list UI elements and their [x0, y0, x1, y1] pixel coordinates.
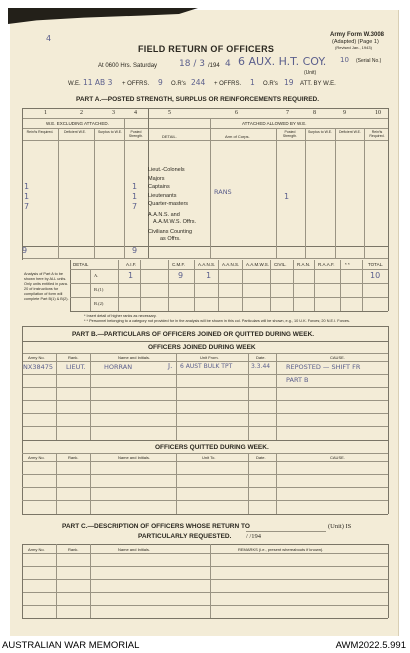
an-hand-aans: 1 — [206, 271, 212, 280]
rank-as-offrs: as Offrs. — [160, 236, 181, 242]
an-row-b1: B.(1) — [94, 287, 104, 292]
col-num-4: 4 — [134, 110, 137, 116]
hrs-date: 18 / 3 — [179, 59, 205, 69]
col-num-9: 9 — [343, 110, 346, 116]
c-hdr-rank: Rank. — [68, 547, 79, 552]
rank-majors: Majors — [148, 176, 165, 182]
we-hand: 11 AB 3 — [83, 78, 113, 87]
an-hdr-raaf: R.A.A.F. — [318, 262, 335, 267]
joined-rank: LIEUT. — [66, 363, 86, 371]
part-b-title: PART B.—PARTICULARS OF OFFICERS JOINED OR QUITTED DURING WEEK. — [72, 331, 315, 338]
hand-col4-c: 7 — [132, 202, 138, 211]
hand-col1-c: 7 — [24, 202, 30, 211]
part-a-title: PART A.—POSTED STRENGTH, SURPLUS OR REINFORCEMENTS REQUIRED. — [76, 96, 320, 103]
form-title: FIELD RETURN OF OFFICERS — [138, 44, 275, 54]
adapted-label: (Adapted) (Page 1) — [332, 39, 379, 45]
col-num-7: 7 — [286, 110, 289, 116]
part-c-unit: (Unit) IS — [328, 523, 352, 530]
an-hdr-other: * * — [345, 262, 350, 267]
col-num-5: 5 — [168, 110, 171, 116]
rank-civilians: Civilians Counting — [148, 229, 193, 235]
j-hdr-armyno: Army No. — [28, 355, 45, 360]
joined-armyno: NX38475 — [23, 363, 53, 371]
rank-aans: A.A.N.S. and — [148, 212, 180, 218]
part-c-title-2: PARTICULARLY REQUESTED. — [138, 533, 232, 540]
an-hdr-civil: CIVIL. — [274, 262, 287, 267]
rank-quartermasters: Quarter-masters — [148, 201, 189, 207]
hdr-deficient-left: Deficient W.E. — [64, 130, 86, 134]
col-num-8: 8 — [313, 110, 316, 116]
torn-corner — [8, 8, 198, 28]
hdr-detail: DETAIL. — [162, 134, 177, 139]
q-hdr-cause: CAUSE. — [330, 455, 345, 460]
col-num-2: 2 — [80, 110, 83, 116]
note-2: * * Personnel belonging to a category not provided for in the analysis will be shown in this col. Particulars will be shown, e.g., 10 U.K. Forces; 20 N.E.I. Forces. — [84, 319, 350, 323]
hdr-reints-left: Rein'ts Required. — [26, 130, 54, 134]
part-c-date: / /194 — [246, 533, 261, 540]
j-hdr-rank: Rank. — [68, 355, 79, 360]
joined-cause-2: PART B — [286, 376, 309, 384]
q-hdr-armyno: Army No. — [28, 455, 45, 460]
q-hdr-rank: Rank. — [68, 455, 79, 460]
unit-label: (Unit) — [304, 70, 317, 76]
revised-label: (Revised Jan., 1943) — [335, 45, 372, 50]
j-hdr-date: Date. — [256, 355, 266, 360]
rank-lieutenants: Lieutenants — [148, 193, 177, 199]
serial-hand: 10 — [340, 56, 349, 64]
an-hdr-detail: DETAIL — [73, 262, 89, 267]
page-ref-number: 4 — [46, 34, 52, 43]
rank-captains: Captains — [148, 184, 170, 190]
an-hdr-cmf: C.M.F. — [172, 262, 185, 267]
footer-accession: AWM2022.5.991 — [335, 640, 406, 651]
joined-name: HORRAN — [104, 363, 133, 371]
j-hdr-name: Name and Initials. — [118, 355, 151, 360]
an-hdr-aans2: A.A.N.S. — [222, 262, 240, 267]
an-row-a: A. — [94, 273, 99, 278]
hdr-posted-right: Posted Strength. — [282, 130, 298, 138]
analysis-note: Analysis of Part A to be shown here by ALL units. Only units entitled in para. 20 of instructions for compilation of form will complete Part B(1) & B(2). — [24, 272, 69, 301]
hrs-label: At 0600 Hrs. Saturday — [98, 63, 158, 69]
quitted-title: OFFICERS QUITTED DURING WEEK. — [155, 444, 269, 451]
footer-institution: AUSTRALIAN WAR MEMORIAL — [2, 640, 140, 651]
joined-cause: REPOSTED — SHIFT FR — [286, 363, 361, 371]
year-prefix: /194 — [208, 63, 220, 69]
an-row-b2: B.(2) — [94, 301, 104, 306]
joined-date: 3.3.44 — [251, 363, 271, 370]
ors-hand: 244 — [191, 78, 206, 87]
col-num-3: 3 — [112, 110, 115, 116]
serial-label: (Serial No.) — [356, 58, 382, 64]
attached-header: ATTACHED ALLOWED BY W.E. — [242, 121, 307, 126]
archive-footer — [0, 639, 410, 653]
an-hand-total: 10 — [370, 271, 381, 280]
hdr-arm: Arm of Corps. — [225, 134, 250, 139]
unit-hand: 6 AUX. H.T. COY. — [238, 55, 327, 68]
hdr-reints-right: Rein'ts Required. — [369, 130, 385, 138]
hand-col1-a: 1 — [24, 182, 30, 191]
joined-unit: 6 AUST BULK TPT — [180, 363, 233, 370]
joined-title: OFFICERS JOINED DURING WEEK — [148, 344, 256, 351]
hand-col4-total: 9 — [132, 246, 138, 255]
q-hdr-unit: Unit To. — [202, 455, 216, 460]
hdr-deficient-right: Deficient W.E. — [339, 130, 361, 134]
hand-col4-b: 1 — [132, 192, 138, 201]
hand-col7: 1 — [284, 192, 290, 201]
offrs-label: + OFFRS. — [122, 81, 150, 87]
an-hdr-aamws: A.A.M.W.S. — [246, 262, 270, 267]
offrs-hand: 9 — [158, 78, 163, 87]
hand-col4-a: 1 — [132, 182, 138, 191]
j-hdr-cause: CAUSE. — [330, 355, 345, 360]
col-num-6: 6 — [235, 110, 238, 116]
year-hand: 4 — [225, 59, 231, 69]
j-hdr-unit: Unit From. — [200, 355, 219, 360]
joined-init: J. — [168, 362, 173, 370]
hand-col1-b: 1 — [24, 192, 30, 201]
col-num-1: 1 — [44, 110, 47, 116]
we-excl-header: W.E. EXCLUDING ATTACHED. — [46, 121, 109, 126]
hand-arm: RANS — [214, 188, 232, 196]
an-hdr-total: TOTAL. — [368, 262, 384, 267]
c-hdr-armyno: Army No. — [28, 547, 45, 552]
note-1: * Insert detail of higher ranks as necessary. — [84, 314, 157, 318]
c-hdr-name: Name and Initials. — [118, 547, 151, 552]
part-c-title-1: PART C.—DESCRIPTION OF OFFICERS WHOSE RETURN TO — [62, 523, 250, 530]
ors-label: O.R's — [171, 81, 186, 87]
hdr-posted-left: Posted Strength. — [128, 130, 144, 138]
offrs2-label: + OFFRS. — [214, 81, 242, 87]
hdr-surplus-right: Surplus to W.E. — [307, 130, 333, 134]
col-num-10: 10 — [375, 110, 381, 116]
an-hand-aif: 1 — [128, 271, 134, 280]
rank-lieut-colonels: Lieut.-Colonels — [148, 167, 185, 173]
hand-col1-total: 9 — [22, 246, 28, 255]
offrs2-hand: 1 — [250, 78, 255, 87]
an-hdr-ran: R.A.N. — [297, 262, 311, 267]
ors2-hand: 19 — [284, 78, 294, 87]
q-hdr-name: Name and Initials. — [118, 455, 151, 460]
c-hdr-remarks: REMARKS (i.e., present whereabouts if known). — [238, 547, 324, 552]
we-label: W.E. — [68, 81, 81, 87]
att-label: ATT. BY W.E. — [300, 81, 336, 87]
an-hand-cmf: 9 — [178, 271, 184, 280]
rank-aamws: A.A.M.W.S. Offrs. — [153, 219, 196, 225]
army-form-number: Army Form W.3008 — [330, 32, 385, 38]
ors2-label: O.R's — [263, 81, 278, 87]
field-return-form — [10, 10, 399, 636]
q-hdr-date: Date. — [256, 455, 266, 460]
hdr-surplus-left: Surplus to W.E. — [97, 130, 123, 134]
an-hdr-aif: A.I.F. — [126, 262, 137, 267]
an-hdr-aans: A.A.N.S. — [198, 262, 216, 267]
